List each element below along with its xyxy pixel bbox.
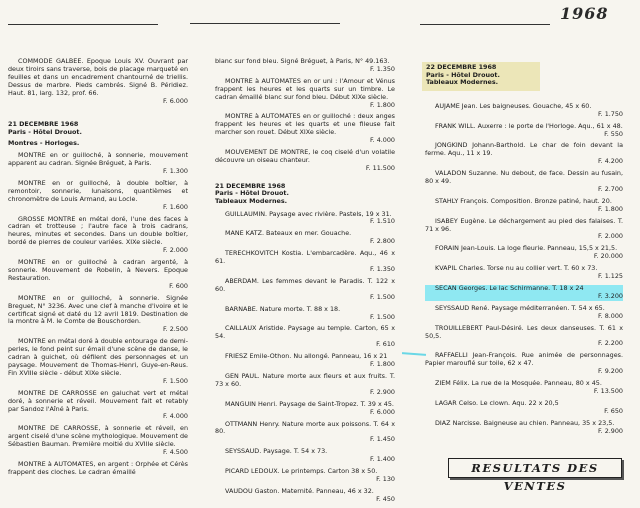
entry: CAILLAUX Aristide. Paysage au temple. Carton, 65 x 54. F. 610 [215, 324, 395, 349]
entry: GROSSE MONTRE en métal doré, l'une des faces à cadran et trotteuse ; l'autre face à trois cadrans, heures, minutes et secondes. Dans un double boîtier, bordé de pierres de couleur variées. XIXe siècle. F. 2.000 [8, 214, 188, 255]
entry: KVAPIL Charles. Torse nu au collier vert. T. 60 x 73. F. 1.125 [435, 264, 623, 281]
sale-date: 21 DECEMBRE 1968 [8, 120, 79, 129]
entry: FRANK WILL. Auxerre : le porte de l'Horloge. Aqu., 61 x 48. F. 550 [435, 121, 623, 138]
price: F. 6.000 [162, 96, 188, 105]
entry: LAGAR Celso. Le clown. Aqu. 22 x 20,5 F. 650 [435, 398, 623, 415]
entry: MONTRE en or guilloché, à sonnerie, mouvement apparent au cadran. Signée Bréguet, à Paris. F. 1.300 [8, 151, 188, 176]
top-rule-left [8, 24, 158, 25]
sale-venue: Paris - Hôtel Drouot. [8, 128, 82, 137]
entry: MOUVEMENT DE MONTRE, le coq ciselé d'un volatile découvre un oiseau chanteur. F. 11.500 [215, 148, 395, 172]
sale-category: Montres - Horloges. [8, 138, 80, 147]
entry: SEYSSAUD. Paysage. T. 54 x 73. F. 1.400 [225, 447, 395, 464]
column-3 [425, 62, 623, 440]
entry: TROUILLEBERT Paul-Désiré. Les deux danseuses. T. 61 x 50,5. F. 2.200 [425, 323, 623, 348]
entry: MANE KATZ. Bateaux en mer. Gouache. F. 2.800 [225, 229, 395, 246]
entry: MONTRE en or guilloché à cadran argenté, à sonnerie. Mouvement de Robelin, à Nevers. Epoque Restauration. F. 600 [8, 258, 188, 290]
entry: MONTRE à AUTOMATES en or uni : l'Amour et Vénus frappent les heures et les quarts sur un timbre. Le cadran émaillé blanc sur fond bleu. Début XIXe siècle. F. 1.800 [215, 76, 395, 109]
entry: ZIEM Félix. La rue de la Mosquée. Panneau, 80 x 45. F. 13.500 [435, 379, 623, 395]
entry: MANGUIN Henri. Paysage de Saint-Tropez. T. 39 x 45. F. 6.000 [225, 399, 395, 416]
sale-date: 22 DECEMBRE 1968 [426, 63, 497, 71]
entry: SEYSSAUD René. Paysage méditerranéen. T. 54 x 65. F. 8.000 [435, 303, 623, 320]
sale-header [8, 121, 188, 147]
entry: MONTRE à AUTOMATES, en argent : Orphée et Cérès frappent des cloches. Le cadran émaillé [8, 459, 188, 476]
highlight-marker-stroke [402, 352, 426, 356]
entry: blanc sur fond bleu. Signé Bréguet, à Paris, N° 49.163. F. 1.350 [215, 57, 395, 73]
entry: FORAIN Jean-Louis. La loge fleurie. Panneau, 15,5 x 21,5. F. 20.000 [435, 244, 623, 261]
entry: MONTRE à AUTOMATES en or guilloché : deux anges frappent les heures et les quarts et une fileuse fait marcher son rouet. Début XIXe siècle. F. 4.000 [215, 112, 395, 145]
sale-date: 21 DECEMBRE 1968 [215, 181, 286, 190]
entry: MONTRE en or guilloché, à sonnerie. Signée Breguet, N° 3236. Avec une clef à manche d'ivoire et le certificat signé et daté du 12 avril 1819. Destination de la montre à M. le Comte de Bouschorden. F. 2.500 [8, 293, 188, 334]
entry: GEN PAUL. Nature morte aux fleurs et aux fruits. T. 73 x 60. F. 2.900 [215, 371, 395, 396]
entry: ABERDAM. Les femmes devant le Paradis. T. 122 x 60. F. 1.500 [215, 276, 395, 301]
page-year: 1968 [560, 4, 609, 23]
sale-header [422, 62, 540, 91]
entry: DIAZ Narcisse. Baigneuse au chien. Panneau, 35 x 23,5. F. 2.900 [435, 418, 623, 435]
top-rule-mid [190, 23, 340, 24]
entry: AUJAME Jean. Les baigneuses. Gouache, 45 x 60. F. 1.750 [435, 101, 623, 118]
entry: MONTRE DE CARROSSE en galuchat vert et métal doré, à sonnerie et réveil. Mouvement fait et retably par Sandoz l'Aîné à Paris. F. 4.000 [8, 388, 188, 421]
entry: TERECHKOVITCH Kostia. L'embarcadère. Aqu., 46 x 61. F. 1.350 [215, 249, 395, 273]
entry: BARNABE. Nature morte. T. 88 x 18. F. 1.500 [225, 304, 395, 321]
entry: OTTMANN Henry. Nature morte aux poissons. T. 64 x 80. F. 1.450 [215, 419, 395, 444]
sale-venue: Paris - Hôtel Drouot. [426, 70, 500, 79]
entry: MONTRE en or guilloché, à double boîtier, à remontoir, sonnerie, lunaisons, quantièmes et chronomètre de Louis Armand, au Locle. F. 1.600 [8, 178, 188, 211]
entry: ISABEY Eugène. Le déchargement au pied des falaises. T. 71 x 96. F. 2.000 [425, 216, 623, 241]
entry: VALADON Suzanne. Nu debout, de face. Dessin au fusain, 80 x 49. F. 2.700 [425, 169, 623, 193]
sale-venue: Paris - Hôtel Drouot. [215, 189, 289, 198]
entry: PICARD LEDOUX. Le printemps. Carton 38 x 50. F. 130 [225, 467, 395, 483]
column-2 [215, 58, 395, 508]
entry: RAFFAELLI Jean-François. Rue animée de personnages. Papier marouflé sur toile, 62 x 47. F. 9.200 [425, 351, 623, 376]
top-rule-right [420, 24, 550, 25]
entry: FRIESZ Emile-Othon. Nu allongé. Panneau, 16 x 21 F. 1.800 [225, 352, 395, 369]
entry: JONGKIND Johann-Barthold. Le char de foin devant la ferme. Aqu., 11 x 19. F. 4.200 [425, 141, 623, 166]
entry: VAUDOU Gaston. Maternité. Panneau, 46 x 32. F. 450 [225, 486, 395, 503]
entry: MONTRE DE CARROSSE, à sonnerie et réveil, en argent ciselé d'une scène mythologique. Mouvement de Sébastien Bauman. Première moitié du XVIIIe siècle. F. 4.500 [8, 424, 188, 457]
sale-category: Tableaux Modernes. [426, 78, 499, 87]
highlighted-entry: SECAN Georges. Le lac Schirmanne. T. 18 x 24 F. 3.200 [425, 285, 623, 301]
entry: MONTRE en métal doré à double entourage de demi-perles, le fond peint sur émail d'une scène de danse, le cadran à guichet, où défilent des personnages et un paysage. Mouvement de Thomas-Henri, Guye-en-Reus. Fin XVIIIe siècle - début XIXe siècle. F. 1.500 [8, 337, 188, 385]
entry: GUILLAUMIN. Paysage avec rivière. Pastels, 19 x 31. F. 1.510 [225, 209, 395, 226]
entry: STAHLY François. Composition. Bronze patiné, haut. 20. F. 1.800 [435, 196, 623, 213]
sale-category: Tableaux Modernes. [215, 196, 288, 205]
entry: COMMODE GALBEE. Epoque Louis XV. Ouvrant par deux tiroirs sans traverse, bois de placage marqueté en feuilles et dans un encadrement chantourné de triellis. Dessus de marbre. Pieds cambrés. Signé B. Péridiez. Haut. 81, larg. 132, prof. 66. F. 6.000 [8, 57, 188, 105]
results-banner: RESULTATS DES VENTES [448, 458, 622, 478]
column-1 [8, 58, 188, 481]
sale-header [215, 183, 395, 206]
